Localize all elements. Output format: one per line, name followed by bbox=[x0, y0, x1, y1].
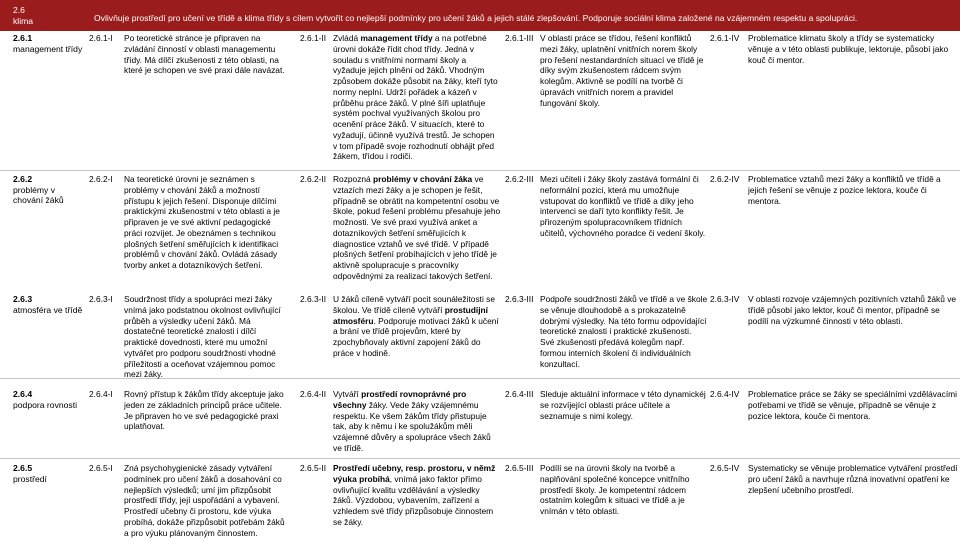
level-text: U žáků cíleně vytváří pocit sounáležitosti se školou. Ve třídě cíleně vytváří prostudijní atmosféru. Podporuje motivaci žáků k učení a brání ve třídě projevům, které by zpochybňovaly aktivní zapojení žáků do práce v hodině. bbox=[333, 294, 499, 358]
row-label bbox=[13, 463, 85, 484]
section-heading bbox=[13, 5, 83, 26]
level-code: 2.6.5-IV bbox=[710, 463, 740, 473]
row-label bbox=[13, 174, 85, 206]
level-code: 2.6.1-IV bbox=[710, 33, 740, 43]
section-number: 2.6 bbox=[13, 5, 25, 15]
level-code: 2.6.4-II bbox=[300, 389, 327, 399]
level-code: 2.6.1-III bbox=[505, 33, 534, 43]
level-text: V oblasti rozvoje vzájemných pozitivních vztahů žáků ve třídě působí jako lektor, kouč či mentor, případně se podílí na výzkumné činnosti v této oblasti. bbox=[748, 294, 957, 326]
level-code: 2.6.1-I bbox=[89, 33, 113, 43]
level-text: Rovný přístup k žákům třídy akceptuje jako jeden ze základních principů práce učitele. Je připraven ho ve své pedagogické praxi uplatňovat. bbox=[124, 389, 284, 432]
row-label bbox=[13, 294, 85, 315]
level-code: 2.6.1-II bbox=[300, 33, 327, 43]
row-name: management třídy bbox=[13, 43, 83, 54]
level-text: Podílí se na úrovni školy na tvorbě a naplňování společné koncepce vnitřního prostředí školy. Je kompetentní rádcem ostatním kolegům k situaci ve třídě a je vnímán v této oblasti. bbox=[540, 463, 690, 516]
level-text: Na teoretické úrovni je seznámen s problémy v chování žáků a možností přístupu k jejich řešení. Disponuje dílčími praktickými zkušenostmi v této oblasti a je připraven je ve své aktivní pedagogické práci rozvíjet. Je obeznámen s technikou plošných šetření směřujících k identifikaci problémů v chování žáků. Ovládá zásady tvorby anket a dotazníkových šetření. bbox=[124, 174, 280, 270]
level-text: Prostředí učebny, resp. prostoru, v němž výuka probíhá, vnímá jako faktor přímo ovlivňující kvalitu vzdělávání a výsledky žáků. Výzdobou, vybavením, zařízení a vzhledem své třídy přizpůsobuje činnostem se žáky. bbox=[333, 463, 496, 527]
row-number: 2.6.3 bbox=[13, 294, 33, 304]
section-header-bar bbox=[0, 0, 960, 31]
level-text: Zná psychohygienické zásady vytváření podmínek pro učení žáků a dosahování co nejlepších výsledků; umí jim přizpůsobit prostředí třídy, její uspořádání a vybavení. Prostředí učebny či prostoru, kde výuka probíhá, dokáže přizpůsobit potřebám žáků a pro výuku plánovaným činnostem. bbox=[124, 463, 285, 538]
level-code: 2.6.2-III bbox=[505, 174, 534, 184]
row-label bbox=[13, 389, 85, 410]
row-divider bbox=[0, 458, 960, 459]
level-text: V oblasti práce se třídou, řešení konfliktů mezi žáky, uplatnění vnitřních norem školy pro řešení nestandardních situací ve třídě je díky svým zkušenostem rádcem svým kolegům. Aktivně se podílí na tvorbě či úpravách vnitřních norem a pravidel fungování školy. bbox=[540, 33, 704, 108]
level-code: 2.6.2-IV bbox=[710, 174, 740, 184]
level-code: 2.6.4-I bbox=[89, 389, 113, 399]
level-text: Rozpozná problémy v chování žáka ve vztazích mezi žáky a je schopen je řešit, případně se obrátit na kompetentní osobu ve škole, pokud řešení problému přesahuje jeho možnosti. Ve své praxi využívá anket a dotazníkových šetření směřujících k diagnostice vztahů ve své třídě. V případě plošných šetření probíhajících v jeho třídě je aktivně spolupracuje s pracovníky odpovědnými za realizaci takových šetření. bbox=[333, 174, 501, 281]
row-number: 2.6.5 bbox=[13, 463, 33, 473]
section-description: Ovlivňuje prostředí pro učení ve třídě a klima třídy s cílem vytvořit co nejlepší podmínky pro učení žáků a jejich stálé zlepšování. Podporuje sociální klima založené na vzájemném respektu a spolupráci. bbox=[94, 13, 858, 23]
level-code: 2.6.4-III bbox=[505, 389, 534, 399]
row-name: podpora rovnosti bbox=[13, 399, 78, 410]
level-code: 2.6.3-III bbox=[505, 294, 534, 304]
row-divider bbox=[0, 170, 960, 171]
level-code: 2.6.5-III bbox=[505, 463, 534, 473]
level-code: 2.6.3-IV bbox=[710, 294, 740, 304]
level-text: Vytváří prostředí rovnoprávné pro všechny žáky. Vede žáky vzájemnému respektu. Ke všem žákům třídy přistupuje tak, aby k němu i ke spolužákům měli vzájemné důvěry a spolupráce všech žáků ve třídě. bbox=[333, 389, 491, 453]
level-code: 2.6.3-I bbox=[89, 294, 113, 304]
level-code: 2.6.3-II bbox=[300, 294, 327, 304]
row-name: prostředí bbox=[13, 473, 47, 484]
level-text: Problematice klimatu školy a třídy se systematicky věnuje a v této oblasti publikuje, lektoruje, působí jako kouč či mentor. bbox=[748, 33, 949, 65]
row-name: atmosféra ve třídě bbox=[13, 304, 83, 315]
level-text: Systematicky se věnuje problematice vytváření prostředí pro učení žáků a navrhuje různá inovativní opatření ke zlepšení učebního prostředí. bbox=[748, 463, 958, 495]
level-text: Mezi učiteli i žáky školy zastává formální či neformální pozici, která mu umožňuje vstupovat do konfliktů ve třídě a díky jeho intervenci se daří tyto konflikty řešit. Je přirozeným spolupracovníkem třídních učitelů, výchovného poradce či vedení školy. bbox=[540, 174, 706, 238]
row-label bbox=[13, 33, 85, 54]
level-text: Sleduje aktuální informace v této dynamickéj se rozvíjející oblasti práce učitele a seznamuje s nimi kolegy. bbox=[540, 389, 706, 421]
level-code: 2.6.2-I bbox=[89, 174, 113, 184]
row-number: 2.6.1 bbox=[13, 33, 33, 43]
level-text: Podpoře soudržnosti žáků ve třídě a ve škole se věnuje dlouhodobě a s prokazatelně dobrými výsledky. Na této formu odpovídající teoretické znalosti i praktické zkušenosti. Své zkušenosti předává kolegům např. formou interních školení či individuálních konzultací. bbox=[540, 294, 708, 369]
level-text: Soudržnost třídy a spolupráci mezi žáky vnímá jako podstatnou okolnost ovlivňující průběh a výsledky učení žáků. Má dostatečné teoretické znalosti i dílčí praktické dovednosti, které mu umožní vytvářet pro podporu soudržnosti vhodné příležitosti a oceňovat vzájemnou pomoc mezi žáky. bbox=[124, 294, 281, 380]
row-name: problémy v chování žáků bbox=[13, 184, 64, 206]
row-number: 2.6.2 bbox=[13, 174, 33, 184]
level-text: Problematice vztahů mezi žáky a konfliktů ve třídě a jejich řešení se věnuje z pozice lektora, kouče či mentora. bbox=[748, 174, 941, 206]
level-text: Zvládá management třídy a na potřebné úrovni dokáže řídit chod třídy. Jedná v souladu s vnitřními normami školy a vyžaduje jejich plnění od žáků. Vhodným způsobem dokáže působit na žáky, kteří tyto normy neplní. Udrží pořádek a kázeň v průběhu práce žáků. V plné šíři uplatňuje systém pochval využívaných školou pro ocenění práce žáků. V situacích, které to vyžadují, účinně využívá trestů. Je schopen v tom případě svoje rozhodnutí obhájit před žákem, třídou i rodiči. bbox=[333, 33, 498, 162]
level-code: 2.6.5-II bbox=[300, 463, 327, 473]
section-title: klima bbox=[13, 15, 34, 26]
row-number: 2.6.4 bbox=[13, 389, 33, 399]
level-text: Problematice práce se žáky se speciálními vzdělávacími potřebami ve třídě se věnuje, případně se věnuje z pozice lektora, kouče či mentora. bbox=[748, 389, 957, 421]
level-code: 2.6.5-I bbox=[89, 463, 113, 473]
level-text: Po teoretické stránce je připraven na zvládání činností v oblasti managementu třídy. Má dílčí zkušenosti z této oblasti, na které je schopen ve své praxi dále navázat. bbox=[124, 33, 285, 76]
level-code: 2.6.4-IV bbox=[710, 389, 740, 399]
level-code: 2.6.2-II bbox=[300, 174, 327, 184]
